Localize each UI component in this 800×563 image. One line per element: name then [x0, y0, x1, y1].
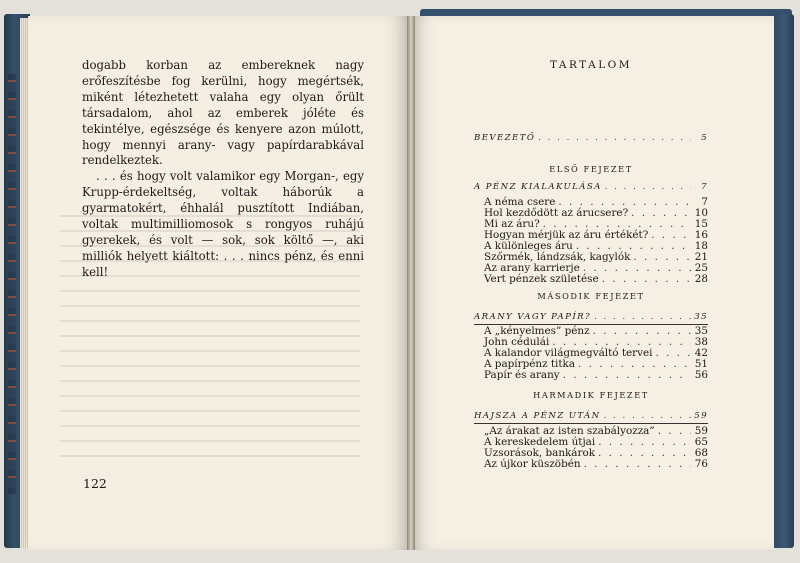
toc-entry-page: 10	[694, 207, 708, 219]
toc-entry-page: 51	[694, 358, 708, 370]
toc-entry-label: Papír és arany	[484, 369, 560, 381]
toc-entry-page: 56	[694, 369, 708, 381]
toc-entry-label: Az arany karrierje	[484, 262, 580, 274]
book-gutter	[407, 16, 415, 550]
toc-entry-label: Szőrmék, lándzsák, kagylók	[484, 251, 631, 263]
toc-entry-page: 59	[694, 411, 708, 421]
toc-entry-page: 68	[694, 447, 708, 459]
toc-entry-page: 7	[701, 182, 708, 192]
toc-entry-page: 5	[701, 133, 708, 143]
chapter-heading: MÁSODIK FEJEZET	[537, 291, 645, 301]
chapter-heading: HARMADIK FEJEZET	[533, 390, 649, 400]
toc-entry-label: Uzsorások, bankárok	[484, 447, 596, 459]
toc-entry-page: 59	[694, 425, 708, 437]
chapter-heading: ELSŐ FEJEZET	[549, 164, 633, 174]
toc-entry-page: 65	[694, 436, 708, 448]
paragraph: dogabb korban az embereknek nagy erőfeszítésbe fog kerülni, hogy megértsék, miként létezhetett valaha egy olyan őrült társadalom, ahol az emberek jóléte és tekintélye, egészsége és kenyere azon múlott, hogy mennyi arany- vagy papírdarabkával rendelkeztek.	[82, 58, 364, 168]
toc-entry-page: 15	[694, 218, 708, 230]
chapter-title-entry	[474, 181, 708, 193]
toc-entry-page: 28	[694, 273, 708, 285]
toc-entry-label: A papírpénz titka	[484, 358, 576, 370]
toc-entry-label: BEVEZETŐ	[474, 133, 536, 143]
left-page-body-text	[82, 58, 364, 281]
toc-entry-label: A különleges áru	[484, 240, 573, 252]
toc-entry-page: 76	[694, 458, 708, 470]
spine-pattern	[8, 74, 16, 494]
toc-entry-label: HAJSZA A PÉNZ UTÁN	[474, 411, 601, 421]
toc-entry-label: Az újkor küszöbén	[484, 458, 581, 470]
toc-title: TARTALOM	[549, 59, 633, 71]
toc-entry-label: Hol kezdődött az árucsere?	[484, 207, 629, 219]
toc-entry-page: 25	[694, 262, 708, 274]
chapter-title-entry	[474, 311, 708, 323]
toc-section-entry	[484, 273, 708, 285]
toc-intro-entry	[474, 132, 708, 144]
toc-entry-page: 42	[694, 347, 708, 359]
toc-entry-label: A PÉNZ KIALAKULÁSA	[474, 182, 602, 192]
toc-entry-label: Vert pénzek születése	[484, 273, 599, 285]
toc-entry-page: 16	[694, 229, 708, 241]
toc-entry-label: A kereskedelem útjai	[484, 436, 596, 448]
toc-entry-label: Mi az áru?	[484, 218, 540, 230]
chapter-title-rule	[474, 423, 708, 424]
toc-section-entry	[484, 369, 708, 381]
page-number: 122	[83, 476, 107, 491]
toc-entry-label: A „kényelmes” pénz	[484, 325, 590, 337]
toc-entry-label: A néma csere	[484, 196, 556, 208]
toc-entry-page: 7	[701, 196, 708, 208]
toc-section-entry	[484, 458, 708, 470]
toc-entry-page: 18	[694, 240, 708, 252]
chapter-title-entry	[474, 410, 708, 422]
toc-entry-page: 21	[694, 251, 708, 263]
toc-entry-label: Hogyan mérjük az áru értékét?	[484, 229, 649, 241]
toc-entry-label: A kalandor világmegváltó tervei	[484, 347, 653, 359]
toc-entry-page: 38	[694, 336, 708, 348]
toc-entry-label: ARANY VAGY PAPÍR?	[474, 312, 592, 322]
toc-entry-label: John cédulái	[484, 336, 550, 348]
toc-entry-page: 35	[694, 312, 708, 322]
paragraph: . . . és hogy volt valamikor egy Morgan-, egy Krupp-érdekeltség, voltak háborúk a gyarmatokért, éhhalál pusztított Indiában, voltak multimilliomosok s rongyos ruhájú gyerekek, és volt — sok, sok költő —, aki milliók helyett kiáltott: . . . nincs pénz, és enni kell!	[82, 169, 364, 279]
toc-entry-label: „Az árakat az isten szabályozza”	[484, 425, 655, 437]
toc-entry-page: 35	[694, 325, 708, 337]
